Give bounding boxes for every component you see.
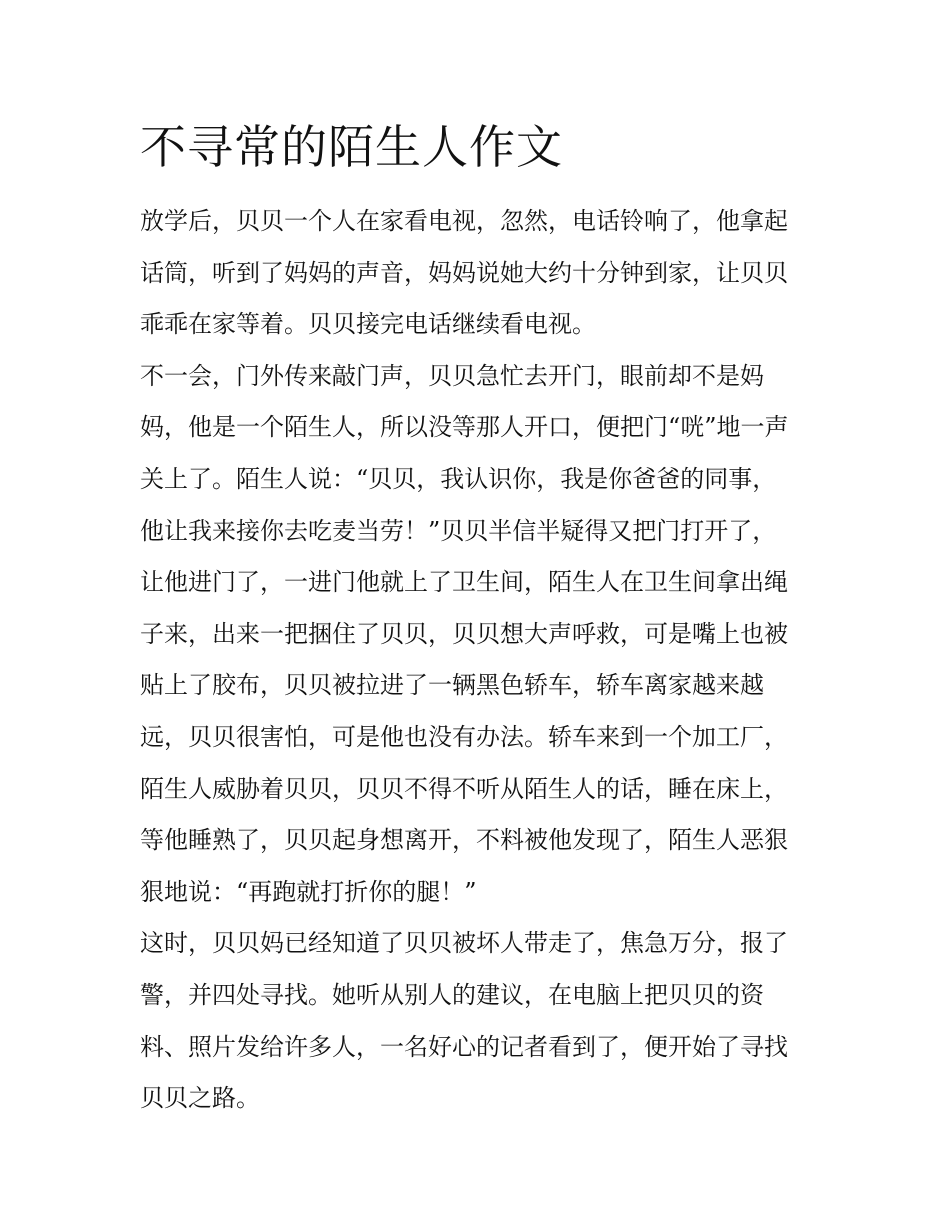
text-line: 放学后，贝贝一个人在家看电视，忽然，电话铃响了，他拿起 (140, 207, 788, 235)
text-line: 关上了。陌生人说：“贝贝，我认识你，我是你爸爸的同事， (140, 464, 777, 493)
text-line: 贴上了胶布，贝贝被拉进了一辆黑色轿车，轿车离家越来越 (140, 671, 764, 700)
text-line: 话筒，听到了妈妈的声音，妈妈说她大约十分钟到家，让贝贝 (140, 258, 788, 287)
text-line: 警，并四处寻找。她听从别人的建议，在电脑上把贝贝的资 (140, 980, 764, 1009)
text-line: 陌生人威胁着贝贝，贝贝不得不听从陌生人的话，睡在床上， (140, 774, 788, 803)
text-line: 子来，出来一把捆住了贝贝，贝贝想大声呼救，可是嘴上也被 (140, 619, 788, 648)
text-line: 料、照片发给许多人，一名好心的记者看到了，便开始了寻找 (140, 1032, 788, 1061)
text-line: 狠地说：“再跑就打折你的腿！” (140, 877, 477, 906)
text-line: 让他进门了，一进门他就上了卫生间，陌生人在卫生间拿出绳 (140, 568, 788, 597)
text-line: 妈，他是一个陌生人，所以没等那人开口，便把门“咣”地一声 (140, 413, 789, 442)
paragraph-1 (140, 196, 820, 351)
text-line: 等他睡熟了，贝贝起身想离开，不料被他发现了，陌生人恶狠 (140, 826, 788, 855)
text-line: 远，贝贝很害怕，可是他也没有办法。轿车来到一个加工厂， (140, 722, 788, 751)
document-title: 不寻常的陌生人作文 (140, 120, 563, 174)
document-body (140, 196, 820, 1125)
paragraph-2 (140, 351, 820, 919)
paragraph-3 (140, 918, 820, 1124)
text-line: 他让我来接你去吃麦当劳！”贝贝半信半疑得又把门打开了， (140, 516, 777, 545)
text-line: 贝贝之路。 (140, 1084, 260, 1113)
text-line: 这时，贝贝妈已经知道了贝贝被坏人带走了，焦急万分，报了 (140, 929, 788, 958)
text-line: 不一会，门外传来敲门声，贝贝急忙去开门，眼前却不是妈 (140, 361, 764, 390)
text-line: 乖乖在家等着。贝贝接完电话继续看电视。 (140, 310, 596, 339)
